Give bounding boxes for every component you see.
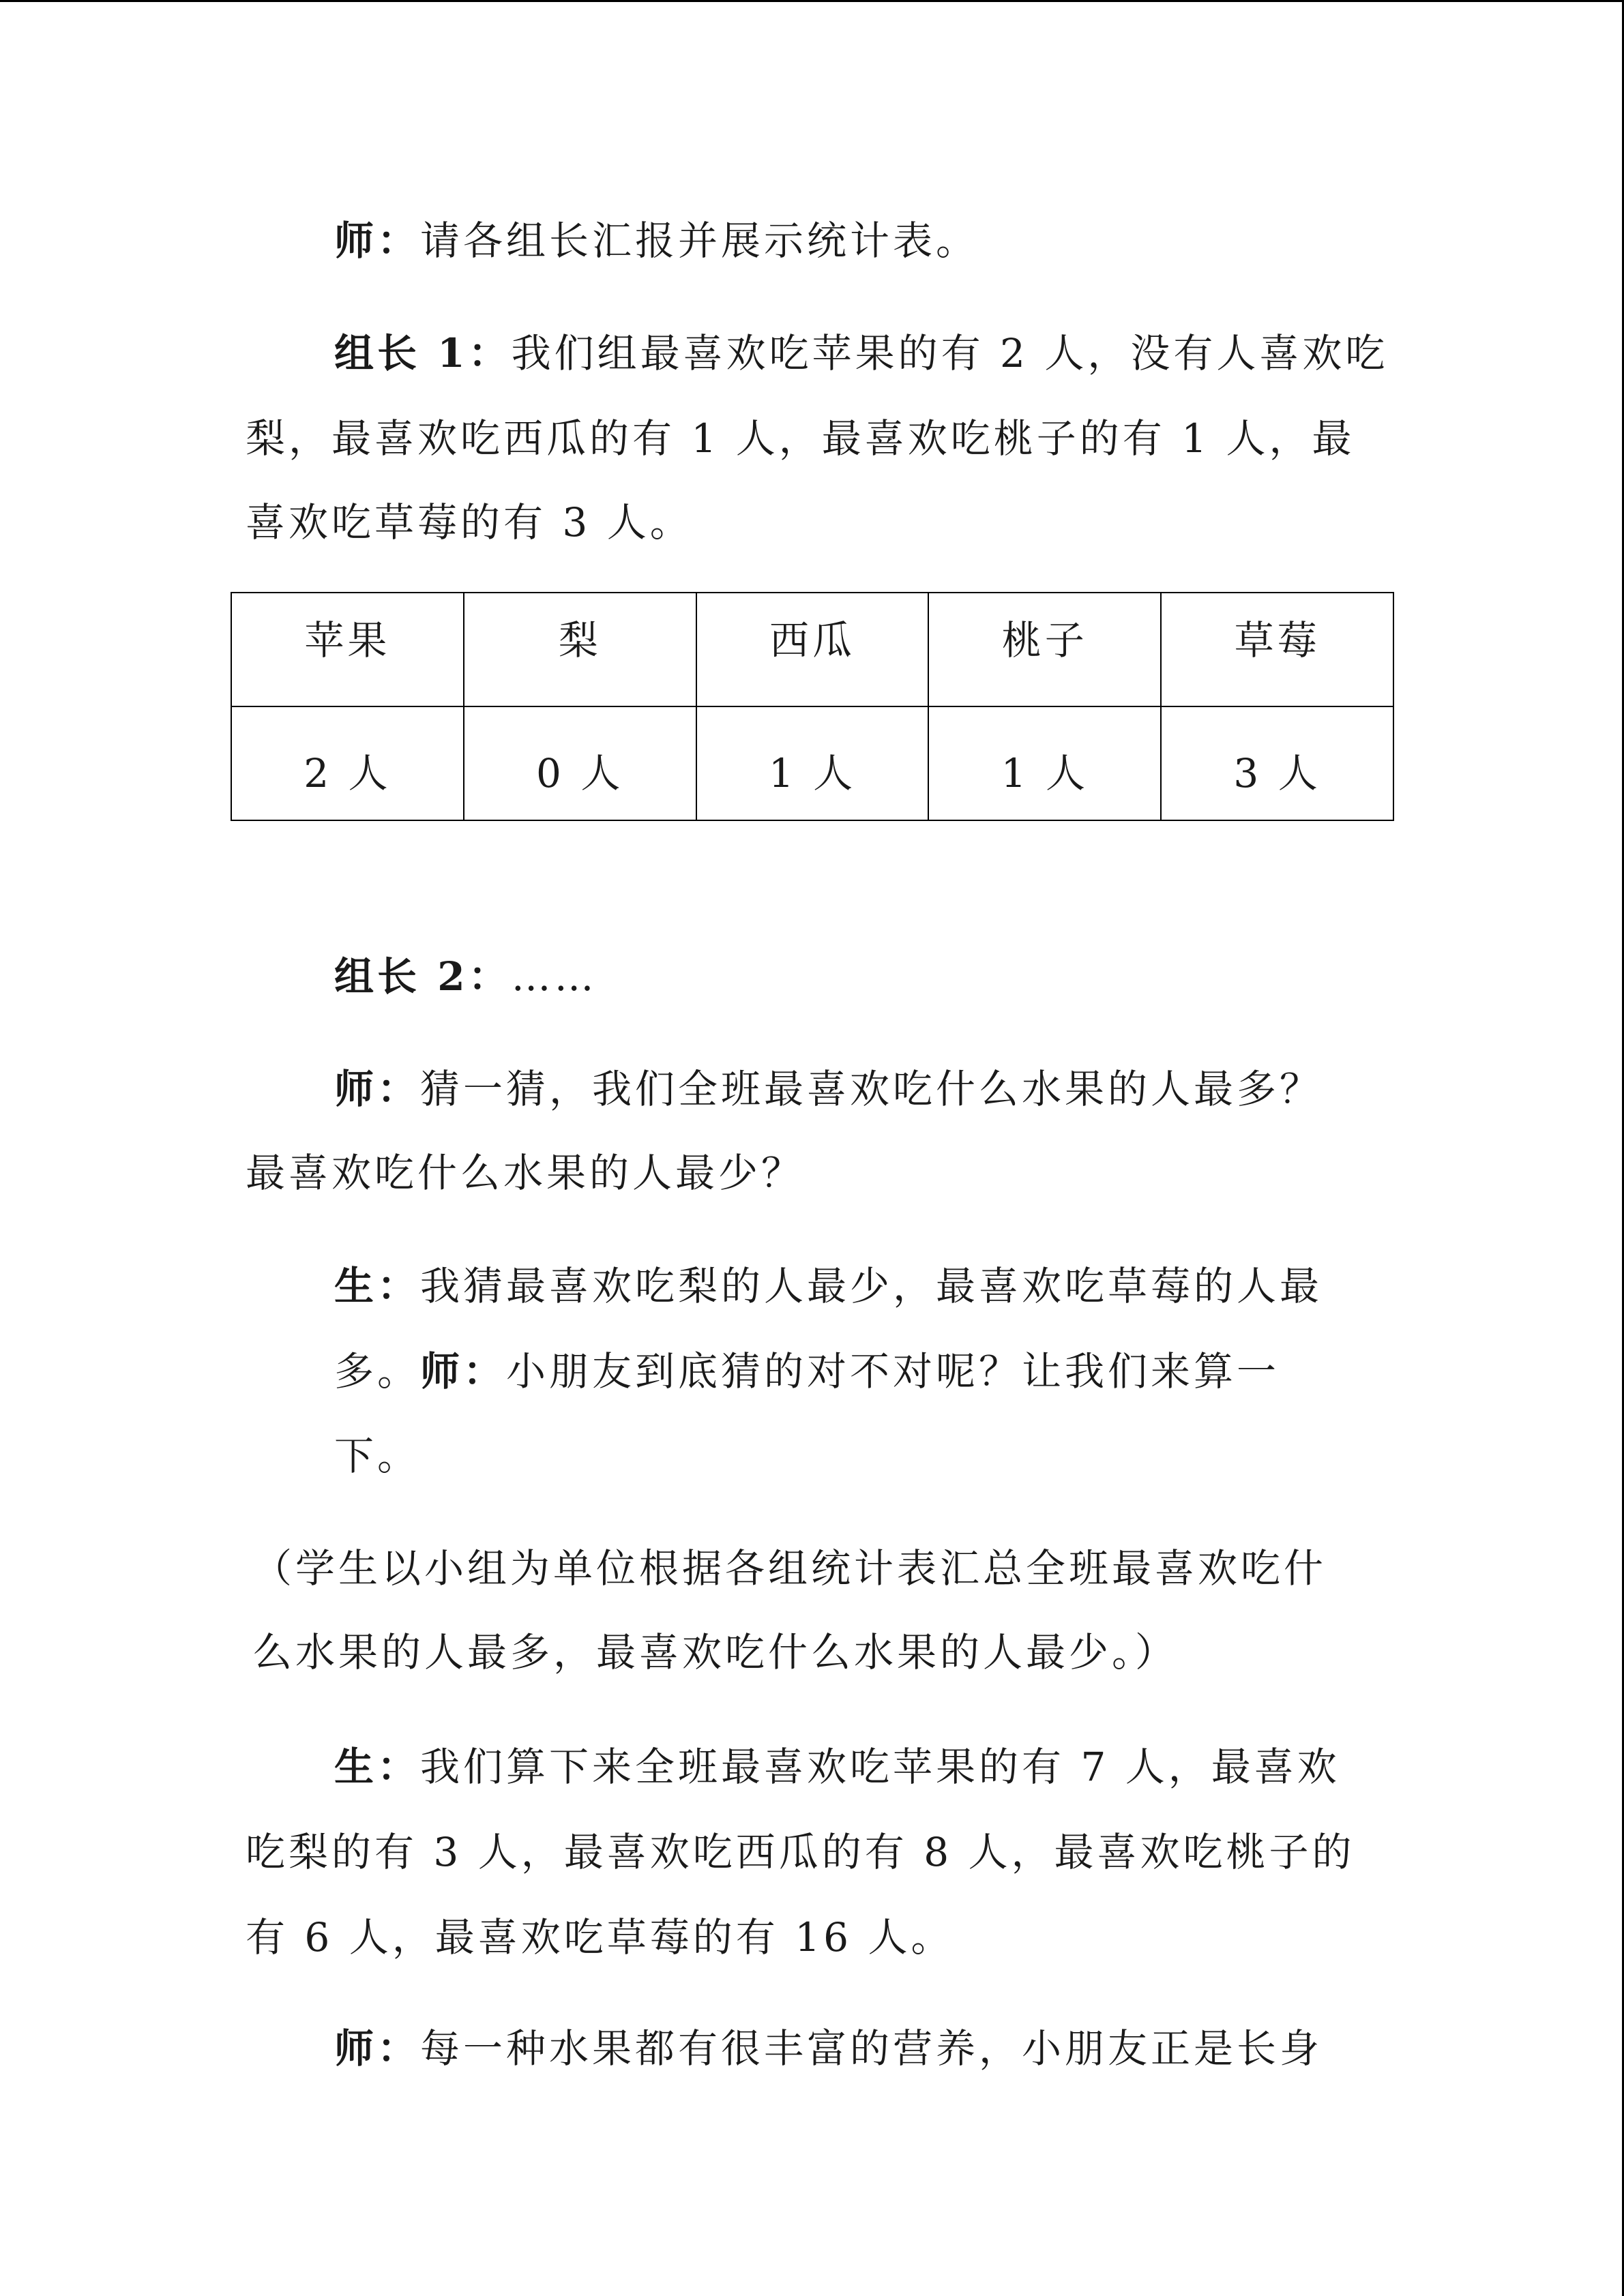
paragraph-text: 猜一猜，我们全班最喜欢吃什么水果的人最多？ [420, 1066, 1323, 1112]
table-cell: 1 人 [928, 706, 1161, 820]
paragraph-teacher-guess-line2: 最喜欢吃什么水果的人最少？ [246, 1150, 805, 1196]
paragraph-student-guess-line3: 下。 [334, 1433, 421, 1479]
paragraph-teacher-nutrition [334, 2021, 1480, 2076]
speaker-label: 生： [334, 1744, 421, 1790]
speaker-label: 师： [420, 1348, 507, 1395]
paragraph-note-line1: （学生以小组为单位根据各组统计表汇总全班最喜欢吃什 [252, 1545, 1327, 1592]
paragraph-leader1-line1 [334, 326, 1480, 381]
paragraph-text: 请各组长汇报并展示统计表。 [420, 218, 979, 264]
paragraph-text: 小朋友到底猜的对不对呢？让我们来算一 [506, 1348, 1280, 1395]
table-header-row [231, 593, 1393, 706]
speaker-label: 组长 2： [334, 953, 512, 1000]
paragraph-text: …… [511, 953, 597, 1000]
table-cell: 1 人 [696, 706, 929, 820]
paragraph-text: 我们算下来全班最喜欢吃苹果的有 7 人，最喜欢 [420, 1744, 1340, 1790]
paragraph-student-guess-line1 [334, 1259, 1480, 1313]
paragraph-teacher-guess-line1 [334, 1062, 1480, 1116]
paragraph-leader1-line3: 喜欢吃草莓的有 3 人。 [246, 499, 693, 546]
table-header-cell: 梨 [464, 593, 696, 706]
table-cell: 3 人 [1161, 706, 1393, 820]
paragraph-student-result-line1 [334, 1740, 1480, 1794]
speaker-label: 师： [334, 2025, 421, 2072]
paragraph-teacher-request [334, 213, 1480, 268]
paragraph-leader1-line2: 梨，最喜欢吃西瓜的有 1 人，最喜欢吃桃子的有 1 人，最 [246, 415, 1355, 462]
table-header-cell: 苹果 [231, 593, 464, 706]
paragraph-note-line2: 么水果的人最多，最喜欢吃什么水果的人最少。） [252, 1629, 1179, 1675]
table-cell: 0 人 [464, 706, 696, 820]
table-row [231, 706, 1393, 820]
paragraph-text: 我猜最喜欢吃梨的人最少，最喜欢吃草莓的人最 [420, 1263, 1323, 1309]
page-top-border [0, 0, 1624, 2]
table-header-cell: 草莓 [1161, 593, 1393, 706]
paragraph-student-guess-line2 [334, 1344, 1480, 1399]
table-cell: 2 人 [231, 706, 464, 820]
speaker-label: 生： [334, 1263, 421, 1309]
table-header-cell: 西瓜 [696, 593, 929, 706]
speaker-label: 师： [334, 1066, 421, 1112]
speaker-label: 师： [334, 218, 421, 264]
paragraph-student-result-line2: 吃梨的有 3 人，最喜欢吃西瓜的有 8 人，最喜欢吃桃子的 [246, 1829, 1355, 1875]
paragraph-leader2 [334, 949, 1480, 1004]
fruit-stats-table [231, 592, 1394, 821]
paragraph-text: 我们组最喜欢吃苹果的有 2 人，没有人喜欢吃 [511, 330, 1389, 376]
table-header-cell: 桃子 [928, 593, 1161, 706]
paragraph-text: 多。 [334, 1348, 421, 1395]
speaker-label: 组长 1： [334, 330, 512, 376]
paragraph-student-result-line3: 有 6 人，最喜欢吃草莓的有 16 人。 [246, 1914, 954, 1960]
paragraph-text: 每一种水果都有很丰富的营养，小朋友正是长身 [420, 2025, 1323, 2072]
